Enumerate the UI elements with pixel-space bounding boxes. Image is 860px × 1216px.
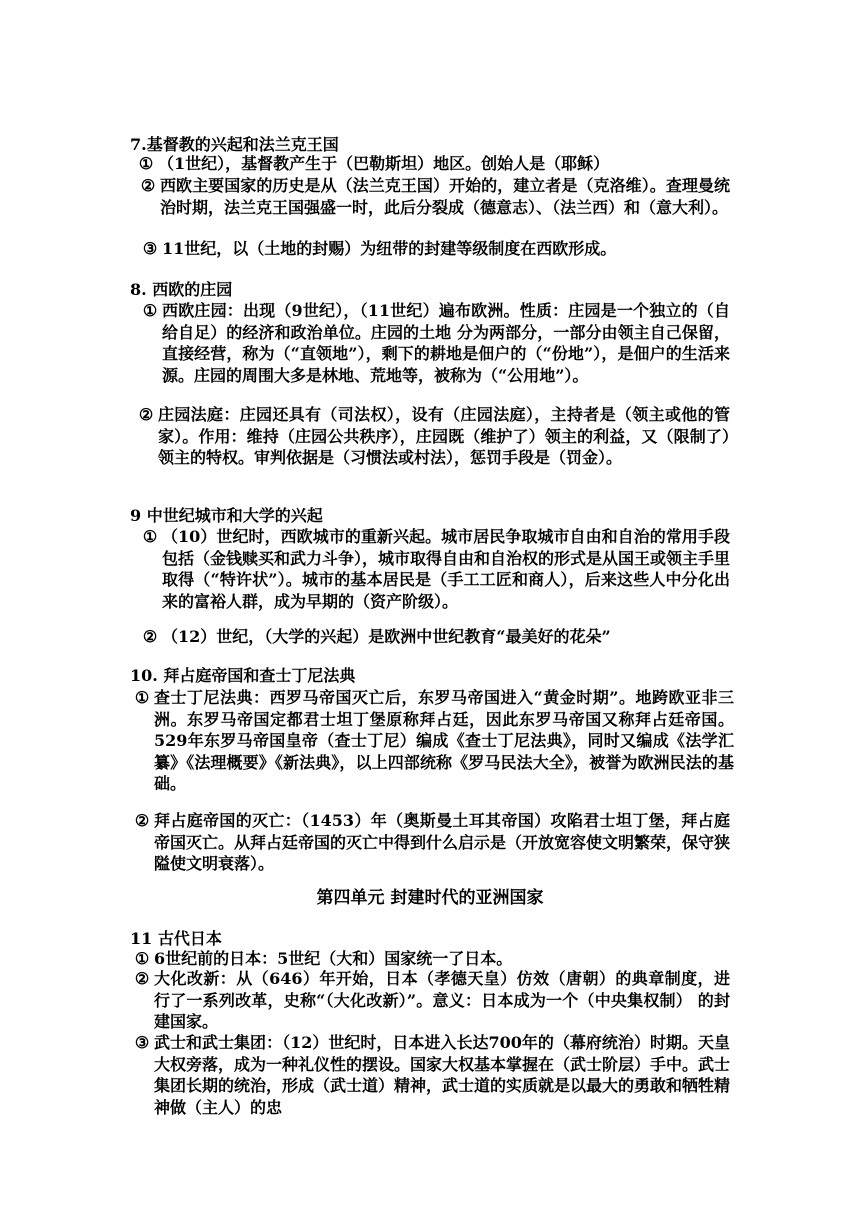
section-9-item-1 <box>138 526 730 612</box>
item-number: ② <box>134 969 150 988</box>
section-8-item-2 <box>134 404 730 469</box>
section-11-item-2 <box>130 968 730 1033</box>
section-7-title: 7.基督教的兴起和法兰克王国 <box>130 135 339 154</box>
item-text: 11世纪，以（土地的封赐）为纽带的封建等级制度在西欧形成。 <box>162 239 617 258</box>
section-7-item-3 <box>138 238 738 260</box>
section-10-item-1 <box>130 687 734 795</box>
section-7-item-1 <box>134 153 730 175</box>
item-number: ② <box>142 627 158 646</box>
item-number: ③ <box>142 239 158 258</box>
item-number: ① <box>142 527 158 546</box>
section-8-title: 8. 西欧的庄园 <box>130 280 233 299</box>
item-text: 大化改新：从（646）年开始，日本（孝德天皇）仿效（唐朝）的典章制度，进行了一系列改革，史称“（大化改新）”。意义：日本成为一个（中央集权制） 的封建国家。 <box>154 969 730 1031</box>
item-number: ② <box>134 811 150 830</box>
item-number: ② <box>138 405 154 424</box>
item-text: 西欧庄园：出现（9世纪），（11世纪）遍布欧洲。性质：庄园是一个独立的（自给自足）的经济和政治单位。庄园的土地 分为两部分，一部分由领主自己保留，直接经营，称为（“直领地”），剩下的耕地是佃户的（“份地”），是佃户的生活来源。庄园的周围大多是林地、荒地等，被称为（“公用地”）。 <box>162 301 730 385</box>
item-text: （1世纪），基督教产生于（巴勒斯坦）地区。创始人是（耶稣） <box>158 154 610 173</box>
item-number: ① <box>142 301 158 320</box>
item-number: ① <box>134 688 150 707</box>
section-11-item-3 <box>130 1032 730 1118</box>
section-9-item-2 <box>138 626 738 648</box>
section-11-item-1 <box>130 948 730 970</box>
item-number: ① <box>134 949 150 968</box>
item-text: 拜占庭帝国的灭亡：（1453）年（奥斯曼土耳其帝国）攻陷君士坦丁堡，拜占庭帝国灭亡。从拜占廷帝国的灭亡中得到什么启示是（开放宽容使文明繁荣，保守狭隘使文明衰落）。 <box>154 811 731 873</box>
item-text: （12）世纪，（大学的兴起）是欧洲中世纪教育“最美好的花朵” <box>162 627 611 646</box>
item-number: ② <box>140 176 156 195</box>
item-text: 庄园法庭：庄园还具有（司法权），设有（庄园法庭），主持者是（领主或他的管家）。作用：维持（庄园公共秩序），庄园既（维护了）领主的利益，又（限制了）领主的特权。审判依据是（习惯法或村法），惩罚手段是（罚金）。 <box>158 405 730 467</box>
section-7-item-2 <box>136 175 730 218</box>
unit-title: 第四单元 封建时代的亚洲国家 <box>316 888 544 908</box>
item-text: （10）世纪时，西欧城市的重新兴起。城市居民争取城市自由和自治的常用手段包括（金钱赎买和武力斗争），城市取得自由和自治权的形式是从国王或领主手里取得（“特许状”）。城市的基本居民是（手工工匠和商人），后来这些人中分化出来的富裕人群，成为早期的（资产阶级）。 <box>162 527 731 611</box>
item-number: ③ <box>134 1033 150 1052</box>
item-text: 6世纪前的日本：5世纪（大和）国家统一了日本。 <box>154 949 513 968</box>
section-9-title: 9 中世纪城市和大学的兴起 <box>130 506 323 525</box>
section-11-title: 11 古代日本 <box>130 929 222 948</box>
item-number: ① <box>138 154 154 173</box>
section-10-title: 10. 拜占庭帝国和查士丁尼法典 <box>130 666 356 685</box>
section-10-item-2 <box>130 810 730 875</box>
item-text: 西欧主要国家的历史是从（法兰克王国）开始的，建立者是（克洛维）。查理曼统治时期，法兰克王国强盛一时，此后分裂成（德意志）、（法兰西）和（意大利）。 <box>160 176 730 217</box>
section-8-item-1 <box>138 300 730 386</box>
item-text: 武士和武士集团：（12）世纪时，日本进入长达700年的（幕府统治）时期。天皇大权旁落，成为一种礼仪性的摆设。国家大权基本掌握在（武士阶层）手中。武士集团长期的统治，形成（武士道）精神，武士道的实质就是以最大的勇敢和牺牲精神做（主人）的忠 <box>154 1033 731 1117</box>
item-text: 查士丁尼法典：西罗马帝国灭亡后，东罗马帝国进入“黄金时期”。地跨欧亚非三洲。东罗马帝国定都君士坦丁堡原称拜占廷，因此东罗马帝国又称拜占廷帝国。529年东罗马帝国皇帝（查士丁尼）编成《查士丁尼法典》，同时又编成《法学汇纂》《法理概要》《新法典》，以上四部统称《罗马民法大全》，被誉为欧洲民法的基础。 <box>154 688 734 793</box>
